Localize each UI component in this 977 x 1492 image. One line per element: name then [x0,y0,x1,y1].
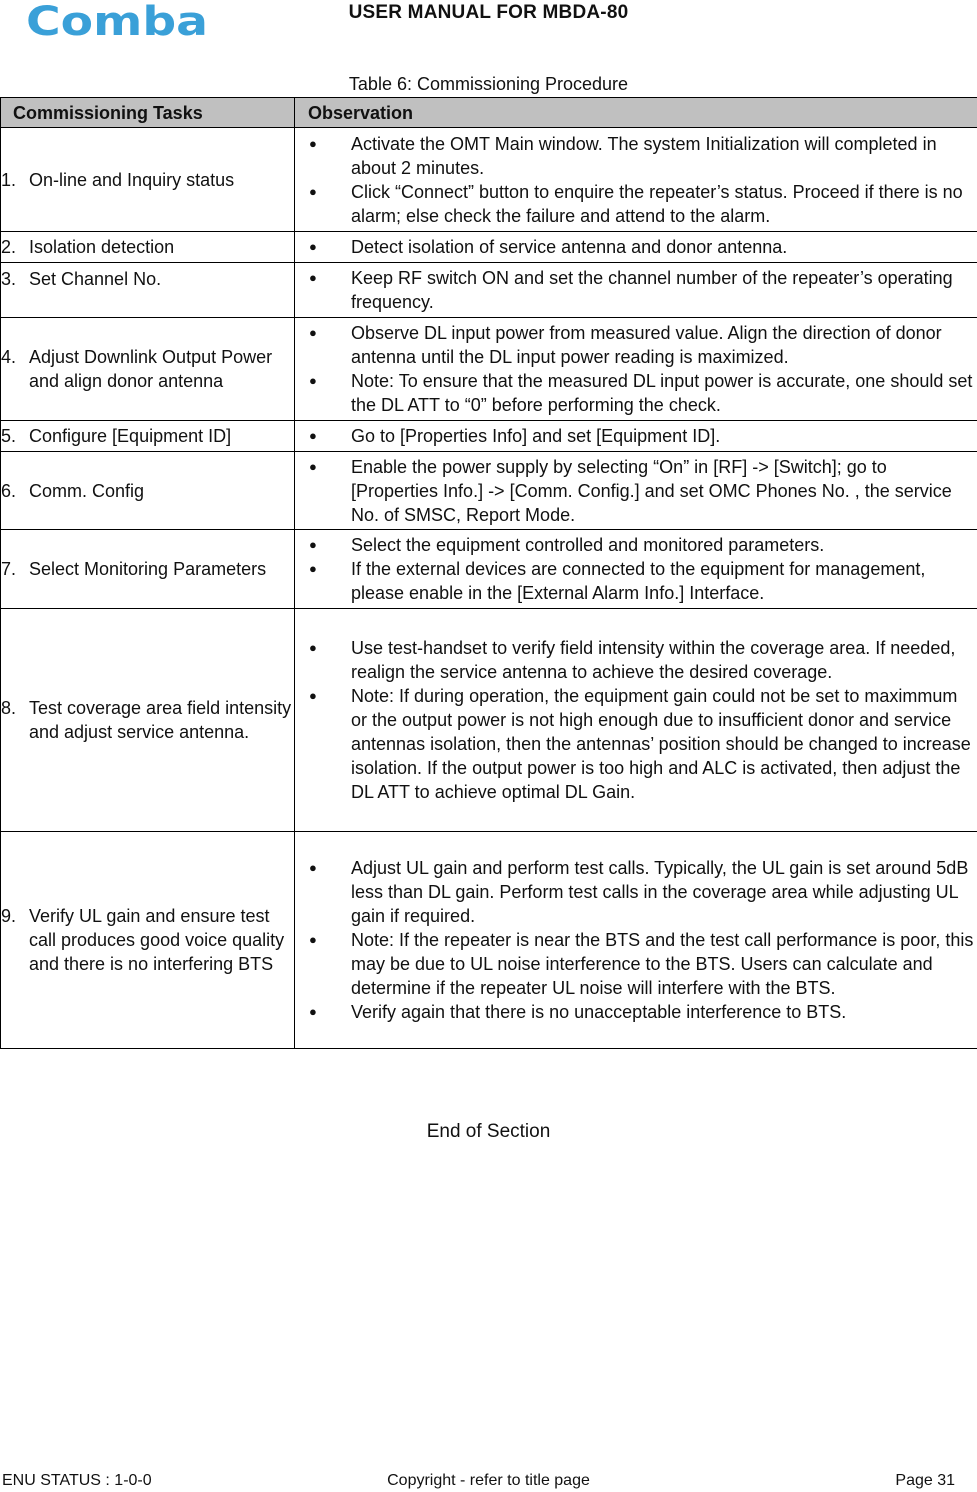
observation-cell [295,452,977,530]
observation-item: ● Note: If the repeater is near the BTS and the test call performance is poor, this may be due to UL noise interference to the BTS. Users can calculate and determine if the repeater UL noise will interfere with the BTS. [295,928,977,1000]
task-label: Adjust Downlink Output Power and align donor antenna [29,347,273,391]
bullet-icon: ● [309,860,317,875]
task-number: 6. [1,480,17,501]
task-cell [1,832,295,1049]
observation-item: ● Activate the OMT Main window. The system Initialization will completed in about 2 minutes. [295,132,977,180]
task-cell [1,318,295,421]
table-row [1,232,977,263]
table-header-row [1,98,977,128]
observation-item: ● Go to [Properties Info] and set [Equipment ID]. [295,424,977,448]
task-label: On-line and Inquiry status [29,169,235,190]
bullet-icon: ● [309,640,317,655]
bullet-icon: ● [309,135,317,151]
document-title: USER MANUAL FOR MBDA-80 [348,2,629,23]
bullet-icon: ● [309,270,317,285]
observation-item: ● Click “Connect” button to enquire the repeater’s status. Proceed if there is no alarm; else check the failure and attend to the alarm. [295,180,977,228]
footer-status: ENU STATUS : 1-0-0 [2,1472,152,1489]
observation-cell [295,128,977,232]
observation-cell [295,232,977,263]
end-of-section: End of Section [426,1121,551,1142]
task-number: 8. [1,698,17,718]
bullet-icon: ● [309,1004,317,1019]
table-row [1,452,977,530]
observation-cell [295,609,977,832]
observation-cell [295,318,977,421]
bullet-icon: ● [309,458,317,474]
bullet-icon: ● [309,537,317,552]
observation-item: ● Observe DL input power from measured value. Align the direction of donor antenna until the DL input power reading is maximized. [295,321,977,369]
observation-cell [295,832,977,1049]
bullet-icon: ● [309,325,317,340]
observation-cell [295,421,977,452]
task-number: 4. [1,347,17,367]
task-number: 2. [1,237,17,257]
table-row [1,128,977,232]
observation-item: ● Verify again that there is no unacceptable interference to BTS. [295,1000,977,1024]
bullet-icon: ● [309,688,317,703]
table-row [1,263,977,318]
bullet-icon: ● [309,239,317,254]
task-cell [1,530,295,609]
task-label: Verify UL gain and ensure test call produces good voice quality and there is no interfering BTS [29,906,285,974]
table-row [1,421,977,452]
commissioning-table [0,97,977,1049]
table-row [1,609,977,832]
task-number: 5. [1,426,17,446]
task-label: Select Monitoring Parameters [29,559,267,579]
task-label: Set Channel No. [29,269,162,289]
observation-item: ● Use test-handset to verify field intensity within the coverage area. If needed, realign the service antenna to achieve the desired coverage. [295,636,977,684]
observation-item: ● Detect isolation of service antenna and donor antenna. [295,235,977,259]
task-label: Test coverage area field intensity and adjust service antenna. [29,698,292,742]
task-number: 9. [1,906,17,926]
table-row [1,832,977,1049]
footer-copyright: Copyright - refer to title page [387,1472,590,1489]
table-caption: Table 6: Commissioning Procedure [348,74,629,94]
task-cell [1,421,295,452]
task-number: 7. [1,559,17,579]
task-label: Configure [Equipment ID] [29,426,232,446]
column-header-tasks: Commissioning Tasks [1,98,295,128]
observation-item: ● Keep RF switch ON and set the channel number of the repeater’s operating frequency. [295,266,977,314]
task-number: 1. [1,169,17,190]
column-header-observation: Observation [295,98,977,128]
bullet-icon: ● [309,183,317,199]
task-number: 3. [1,269,17,289]
table-row [1,318,977,421]
task-cell [1,128,295,232]
logo-wordmark: Comba [26,2,208,42]
observation-item: ● If the external devices are connected to the equipment for management, please enable in the [External Alarm Info.] Interface. [295,557,977,605]
observation-item: ● Select the equipment controlled and monitored parameters. [295,533,977,557]
task-cell [1,609,295,832]
bullet-icon: ● [309,373,317,388]
observation-item: ● Note: If during operation, the equipment gain could not be set to maximmum or the output power is not high enough due to insufficient donor and service antennas isolation, then the antennas’ position should be changed to increase isolation. If the output power is too high and ALC is activated, then adjust the DL ATT to achieve optimal DL Gain. [295,684,977,804]
bullet-icon: ● [309,561,317,576]
observation-cell [295,263,977,318]
footer-page-number: Page 31 [895,1472,955,1489]
table-row [1,530,977,609]
task-cell [1,263,295,318]
observation-item: ● Note: To ensure that the measured DL input power is accurate, one should set the DL ATT to “0” before performing the check. [295,369,977,417]
task-label: Isolation detection [29,237,175,257]
bullet-icon: ● [309,428,317,443]
observation-item: ● Adjust UL gain and perform test calls. Typically, the UL gain is set around 5dB less than DL gain. Perform test calls in the coverage area while adjusting UL gain if required. [295,856,977,928]
task-cell [1,232,295,263]
observation-item: ● Enable the power supply by selecting “On” in [RF] -> [Switch]; go to [Properties Info.] -> [Comm. Config.] and set OMC Phones No. , the service No. of SMSC, Report Mode. [295,455,977,527]
bullet-icon: ● [309,932,317,947]
task-cell [1,452,295,530]
task-label: Comm. Config [29,480,145,501]
observation-cell [295,530,977,609]
